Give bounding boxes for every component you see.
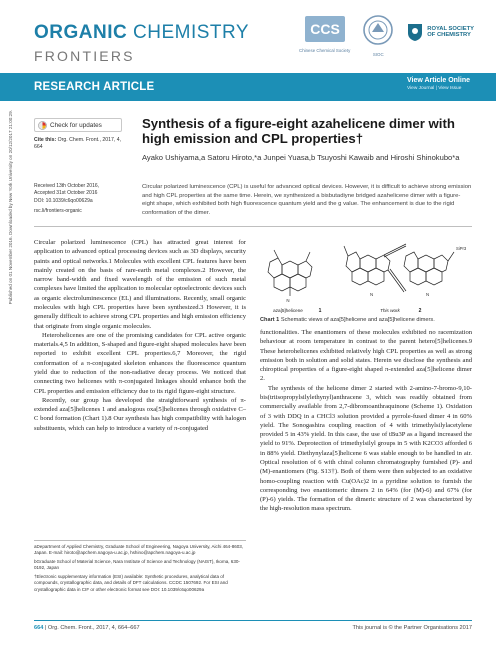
- paragraph: Circular polarized luminescence (CPL) has attracted great interest for application to advanced optical processing devices such as 3D displays, security paints and optical networks.1 Molecules with excellent CPL features have been mainly created on the basis of rare-earth metal complexes.2 However, the narrow band-width and fixed wavelength of the emission of such metal complexes have limited the application to molecular optoelectronic devices such as organic electroluminescence (EL) and illuminations. Recently, small organic molecules with high CPL properties have been synthesized.3 However, it is generally difficult to achieve strong CPL properties and high emission efficiency that originate from single organic molecules.: [34, 239, 246, 330]
- download-note: Published on 01 November 2016. Downloaded by New York University on 20/12/2017 21:00:29.: [8, 110, 13, 305]
- paragraph: functionalities. The enantiomers of these molecules exhibited no racemization behaviour at room temperature in contrast to the parent hetero[5]helicenes.9 These heterohelicenes exhibited relatively high CPL properties as well as strong emission both in solution and solid states. Herein we disclose the synthesis and chiroptical properties of a figure-eight shaped π-extended aza[5]helicene dimer 2.: [260, 329, 472, 383]
- check-for-updates-label: Check for updates: [50, 121, 102, 129]
- affiliation-b: bGraduate School of Material Science, Nara Institute of Science and Technology (NAIST), Ikoma, 630-0192, Japan: [34, 558, 240, 571]
- ccs-logo-text: Chinese Chemical Society: [299, 48, 351, 53]
- article-type: RESEARCH ARTICLE: [34, 81, 155, 93]
- journal-title: ORGANIC CHEMISTRY: [34, 22, 250, 43]
- caption-text: Schematic views of aza[5]helicene and aza[5]helicene dimers.: [280, 317, 435, 323]
- banner-links: [407, 77, 470, 91]
- header-divider: [34, 226, 472, 227]
- journal-url[interactable]: rsc.li/frontiers-organic: [34, 207, 82, 214]
- monomer-label: aza[5]helicene: [273, 308, 303, 313]
- compound-1-label: 1: [318, 308, 322, 314]
- copyright-note: This journal is © the Partner Organisations 2017: [352, 625, 472, 631]
- article-dates: [34, 183, 130, 215]
- rsc-logo: [406, 22, 474, 42]
- caption-label: Chart 1: [260, 317, 280, 323]
- paragraph: The synthesis of the helicene dimer 2 started with 2-amino-7-bromo-9,10-bis(triisopropylsilylethynyl)anthracene 3, which was readily obtained from commercially available from 2,7-dibromoanthraquinone (Scheme 1). Oxidation of 3 with DDQ in a CHCl3 solution provided a pyrrole-fused dimer 4 in 60% yield. The Sonogashira coupling reaction of 4 with trimethylsilylacetylene provided 5 in 43% yield. In this case, the use of tBu3P as a ligand increased the yield to 91%. Deprotection of trimethylsilyl groups in 5 with K2CO3 afforded 6 in 88% yield. Diethynylaza[5]helicene 6 was stable enough to be handled in air. Optical resolution of 6 with chiral column chromatography furnished (P)- and (M)-enantiomers (Fig. S13†). Both of them were then subjected to an oxidative homo-coupling reaction with Cu(OAc)2 in a pyridine solution to furnish the corresponding two enantiomeric dimers 2 in 64% (for (M)-6) and 67% (for (P)-6) yields. The formation of the dimeric structure of 2 was characterized by the high-resolution mass spectrum.: [260, 384, 472, 513]
- paragraph: Recently, our group has developed the straightforward synthesis of π-extended aza[5]helicenes 1 and analogous oxa[5]helicenes through oxidative C–C bond formation (Chart 1).8 Our synthesis has high compatibility with halogen substituents, which can help to introduce a variety of π-conjugated: [34, 396, 246, 432]
- check-for-updates-button[interactable]: [34, 118, 122, 132]
- body-left-column: [34, 238, 246, 433]
- partner-logos: [299, 14, 474, 57]
- ccs-emblem-icon: [301, 14, 349, 46]
- esi-note: †Electronic supplementary information (ESI) available: Synthetic procedures, analytical data of compounds, crystallographic data, and details of DFT calculations. CCDC 1507692. For ESI and crystallographic data in CIF or other electronic format see DOI: 10.1039/c6qo00629a: [34, 573, 228, 592]
- svg-text:N: N: [426, 292, 430, 297]
- citation-block: [34, 137, 130, 151]
- rsc-line1: ROYAL SOCIETY: [427, 25, 474, 32]
- page-number: 664 | Org. Chem. Front., 2017, 4, 664–667: [34, 625, 140, 631]
- article-type-banner: [0, 73, 496, 101]
- crossmark-icon: [38, 121, 47, 130]
- journal-masthead[interactable]: [34, 22, 250, 64]
- svg-text:N: N: [370, 292, 374, 297]
- compound-2-label: 2: [418, 308, 422, 314]
- sioc-logo-text: SIOC: [372, 52, 384, 57]
- affiliation-a: aDepartment of Applied Chemistry, Graduate School of Engineering, Nagoya University, Aichi 464-8603, Japan. E-mail: hiroto@apchem.nagoya-u.ac.jp, hshino@apchem.nagoya-u.ac.jp: [34, 544, 244, 556]
- svg-text:N: N: [286, 298, 290, 303]
- helicene-dimer-structure: [344, 244, 454, 292]
- author-list: Ayako Ushiyama,a Satoru Hiroto,*a Junpei Yuasa,b Tsuyoshi Kawaib and Hiroshi Shinokubo*a: [142, 153, 460, 162]
- svg-text:CCS: CCS: [309, 21, 340, 37]
- sioc-seal-icon: [360, 14, 396, 50]
- cite-label: Cite this:: [34, 137, 57, 143]
- abstract: Circular polarized luminescence (CPL) is useful for advanced optical devices. However, it is difficult to achieve strong emission and high CPL properties at the same time. Herein, we synthesized a bisbutadiyne bridged azahelicene dimer with a figure-eight shape, which exhibited both high fluorescence quantum yield and the g value. The enhancement is due to the rigid conformation of the dimer.: [142, 184, 472, 216]
- side-note: [0, 110, 14, 570]
- view-journal-issue-link[interactable]: View Journal | View Issue: [406, 86, 462, 91]
- footnotes: [34, 540, 246, 595]
- doi[interactable]: DOI: 10.1039/c6qo00629a: [34, 197, 93, 204]
- rsc-crest-icon: [406, 22, 424, 42]
- chart-1-scheme: [260, 232, 472, 318]
- helicene-monomer-structure: [268, 250, 312, 296]
- article-title: Synthesis of a figure-eight azahelicene dimer with high emission and CPL properties†: [142, 116, 455, 147]
- substituent-label: SiPr3: [456, 246, 467, 251]
- chart-1-caption: [260, 317, 472, 323]
- sioc-logo: [360, 14, 396, 57]
- page-footer: [34, 620, 472, 631]
- received-date: Received 13th October 2016,: [34, 183, 100, 189]
- ccs-logo: [299, 14, 350, 53]
- view-article-online-link[interactable]: View Article Online: [406, 77, 470, 84]
- paragraph: Heterohelicenes are one of the promising candidates for CPL active organic materials.4,5 In addition, S-shaped and figure-eight shaped molecules have been reported to exhibit excellent CPL properties.6,7 Moreover, the rigid conformation of a π-conjugated skeleton enhances the fluorescence quantum yield due to reduction of the non-radiative decay process. We noticed that connecting two helicenes with π-conjugated linkages should enhance both the CPL properties and emission efficiency due to its rigid figure-eight structure.: [34, 331, 246, 395]
- rsc-line2: OF CHEMISTRY: [427, 32, 471, 38]
- body-right-column: [260, 328, 472, 514]
- accepted-date: Accepted 31st October 2016: [34, 190, 98, 197]
- this-work-label: This work: [380, 308, 400, 313]
- cite-ref: Org. Chem. Front., 2017, 4, 664: [34, 137, 122, 151]
- journal-subtitle: FRONTIERS: [34, 48, 135, 64]
